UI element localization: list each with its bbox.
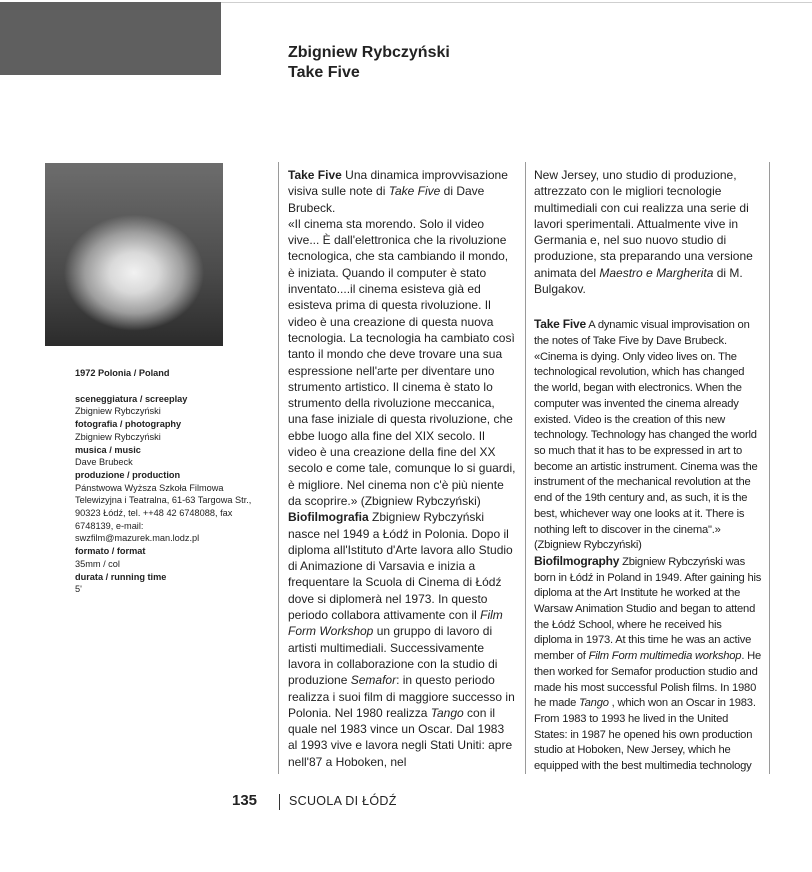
english-bio-title: Biofilmography (534, 553, 620, 568)
portrait-photo (45, 163, 223, 346)
credit-value: Dave Brubeck (75, 457, 133, 468)
italian-bio-italic: Film Form Workshop (288, 608, 503, 639)
italian-bio-title: Biofilmografia (288, 510, 369, 525)
italian-bio-text: con il quale nel 1983 vince un Oscar. Dal 1983 al 1993 vive e lavora negli Stati Uniti: apre nell'87 a Hoboken, nel (288, 705, 513, 769)
column-divider-middle (525, 162, 526, 774)
credit-photography (75, 418, 255, 443)
credit-label: formato / format (75, 546, 146, 557)
english-bio-italic: Tango (579, 697, 609, 710)
film-title: Take Five (288, 64, 360, 81)
footer-divider (279, 794, 280, 810)
title-block (288, 43, 450, 83)
italian-bio-text: Zbigniew Rybczyński nasce nel 1949 a Łódź in Polonia. Dopo il diploma all'Istituto d'Arte lavora allo Studio di Animazione di Varsavia e inizia a frequentare la Scuola di Cinema di Łódź dove si diplomerà nel 1973. In questo periodo collabora attivamente con il (288, 510, 513, 623)
english-bio-text: . He then worked for Semafor production studio and made his most successful Polish films. In 1980 he made (534, 650, 762, 710)
section-label: SCUOLA DI ŁÓDŹ (289, 794, 397, 808)
english-bio-text: Zbigniew Rybczyński was born in Łódź in Poland in 1949. After gaining his diploma at the Art Institute he worked at the Warsaw Animation Studio and began to attend the Łódź School, where he received his diploma in 1973. At this time he was an active member of (534, 555, 762, 663)
english-section (534, 317, 762, 774)
credit-value: Pánstwowa Wyższa Szkoła Filmowa Telewizyjna i Teatralna, 61-63 Targowa Str., 90323 Łódź, tel. ++48 42 6748088, fax 6748139, e-mail: swzfilm@mazurek.man.lodz.pl (75, 482, 252, 544)
credit-value: Zbigniew Rybczyński (75, 431, 161, 442)
english-bio (534, 554, 762, 775)
italian-intro-italic: Take Five (388, 184, 441, 199)
credit-value: 35mm / col (75, 558, 120, 569)
column-divider-right (769, 162, 770, 774)
english-quote: «Cinema is dying. Only video lives on. The technological revolution, which has changed the world, began with electronics. When the computer was invented the cinema already existed. Video is the creation of this new technology. Technology has changed the world so much that it has to be expressed in art to become an artistic instrument. Cinema was the instrument of the mechanical revolution at the end of the 19th century and, as such, it is the best, whichever way one looks at it. There is nothing left to discover in the cinema".» (Zbigniew Rybczyński) (534, 350, 758, 552)
credit-music (75, 444, 255, 469)
italian-bio-text: : in questo periodo realizza i suoi film di maggiore successo in Polonia. Nel 1980 realizza (288, 673, 515, 720)
italian-bio-text-end: di M. Bulgakov. (534, 265, 743, 297)
italian-bio-italic: Semafor (350, 673, 397, 688)
credit-label: produzione / production (75, 469, 181, 480)
credit-production (75, 469, 255, 545)
credit-value: 5' (75, 584, 82, 595)
english-intro-text: A dynamic visual improvisation on the notes of Take Five by Dave Brubeck. (534, 319, 750, 348)
page-number: 135 (232, 792, 258, 809)
italian-bio-text: un gruppo di lavoro di artisti multimediali. Successivamente lavora in collaborazione con la studio di produzione (288, 624, 498, 688)
italian-bio-italic: Tango (430, 705, 464, 720)
credit-value: Zbigniew Rybczyński (75, 406, 161, 417)
italian-bio (288, 509, 516, 770)
italian-intro (288, 167, 516, 216)
credit-label: sceneggiatura / screeplay (75, 393, 188, 404)
credit-label: musica / music (75, 444, 141, 455)
credits-block (75, 367, 255, 596)
italian-column (288, 167, 516, 770)
column-divider-left (278, 162, 279, 774)
second-column (534, 167, 762, 775)
italian-intro-text-end: di Dave Brubeck. (288, 184, 485, 215)
italian-bio-italic: Maestro e Margherita (599, 265, 714, 280)
italian-bio-text: New Jersey, uno studio di produzione, attrezzato con le migliori tecnologie multimediali con cui realizza una serie di lavori sperimentali. Attualmente vive in Germania e, nel suo nuovo studio di produzione, sta preparando una versione animata del (534, 168, 753, 280)
english-bio-text: , which won an Oscar in 1983. From 1983 to 1993 he lived in the United States: in 1987 he opened his own production studio at Hoboken, New Jersey, which he equipped with the best multimedia technology (534, 697, 756, 773)
header-gray-block (0, 2, 221, 75)
italian-quote: «Il cinema sta morendo. Solo il video vive... È dall'elettronica che la rivoluzione tecnologica, che sta cambiando il mondo, è iniziata. Quando il computer è stato inventato....il cinema esisteva già ed esisteva prima di questa rivoluzione. Il video è una creazione di questa nuova tecnologia. La tecnologia ha cambiato così tanto il mondo che deve trovare una sua espressione nell'arte per diventare uno strumento artistico. Il cinema è stato lo strumento della rivoluzione meccanica, una fase iniziale di questa rivoluzione, che ebbe luogo alla fine del XIX secolo. Il video è una creazione della fine del XX secolo e come tale, comunque lo si guardi, è migliore. Nel cinema non c'è più niente da scoprire.» (Zbigniew Rybczyński) (288, 216, 516, 508)
credit-label: durata / running time (75, 571, 167, 582)
credit-format (75, 545, 255, 570)
english-bio-italic: Film Form multimedia workshop (588, 650, 742, 663)
italian-intro-text: Una dinamica improvvisazione visiva sulle note di (288, 168, 508, 199)
english-intro (534, 317, 762, 349)
author-name: Zbigniew Rybczyński (288, 44, 450, 61)
italian-bio-continued (534, 167, 762, 297)
italian-intro-title: Take Five (288, 168, 342, 182)
year-country: 1972 Polonia / Poland (75, 368, 170, 378)
credit-running-time (75, 571, 255, 596)
header-rule (221, 2, 812, 3)
english-intro-title: Take Five (534, 317, 587, 332)
credit-label: fotografia / photography (75, 419, 182, 430)
credit-screenplay (75, 393, 255, 418)
